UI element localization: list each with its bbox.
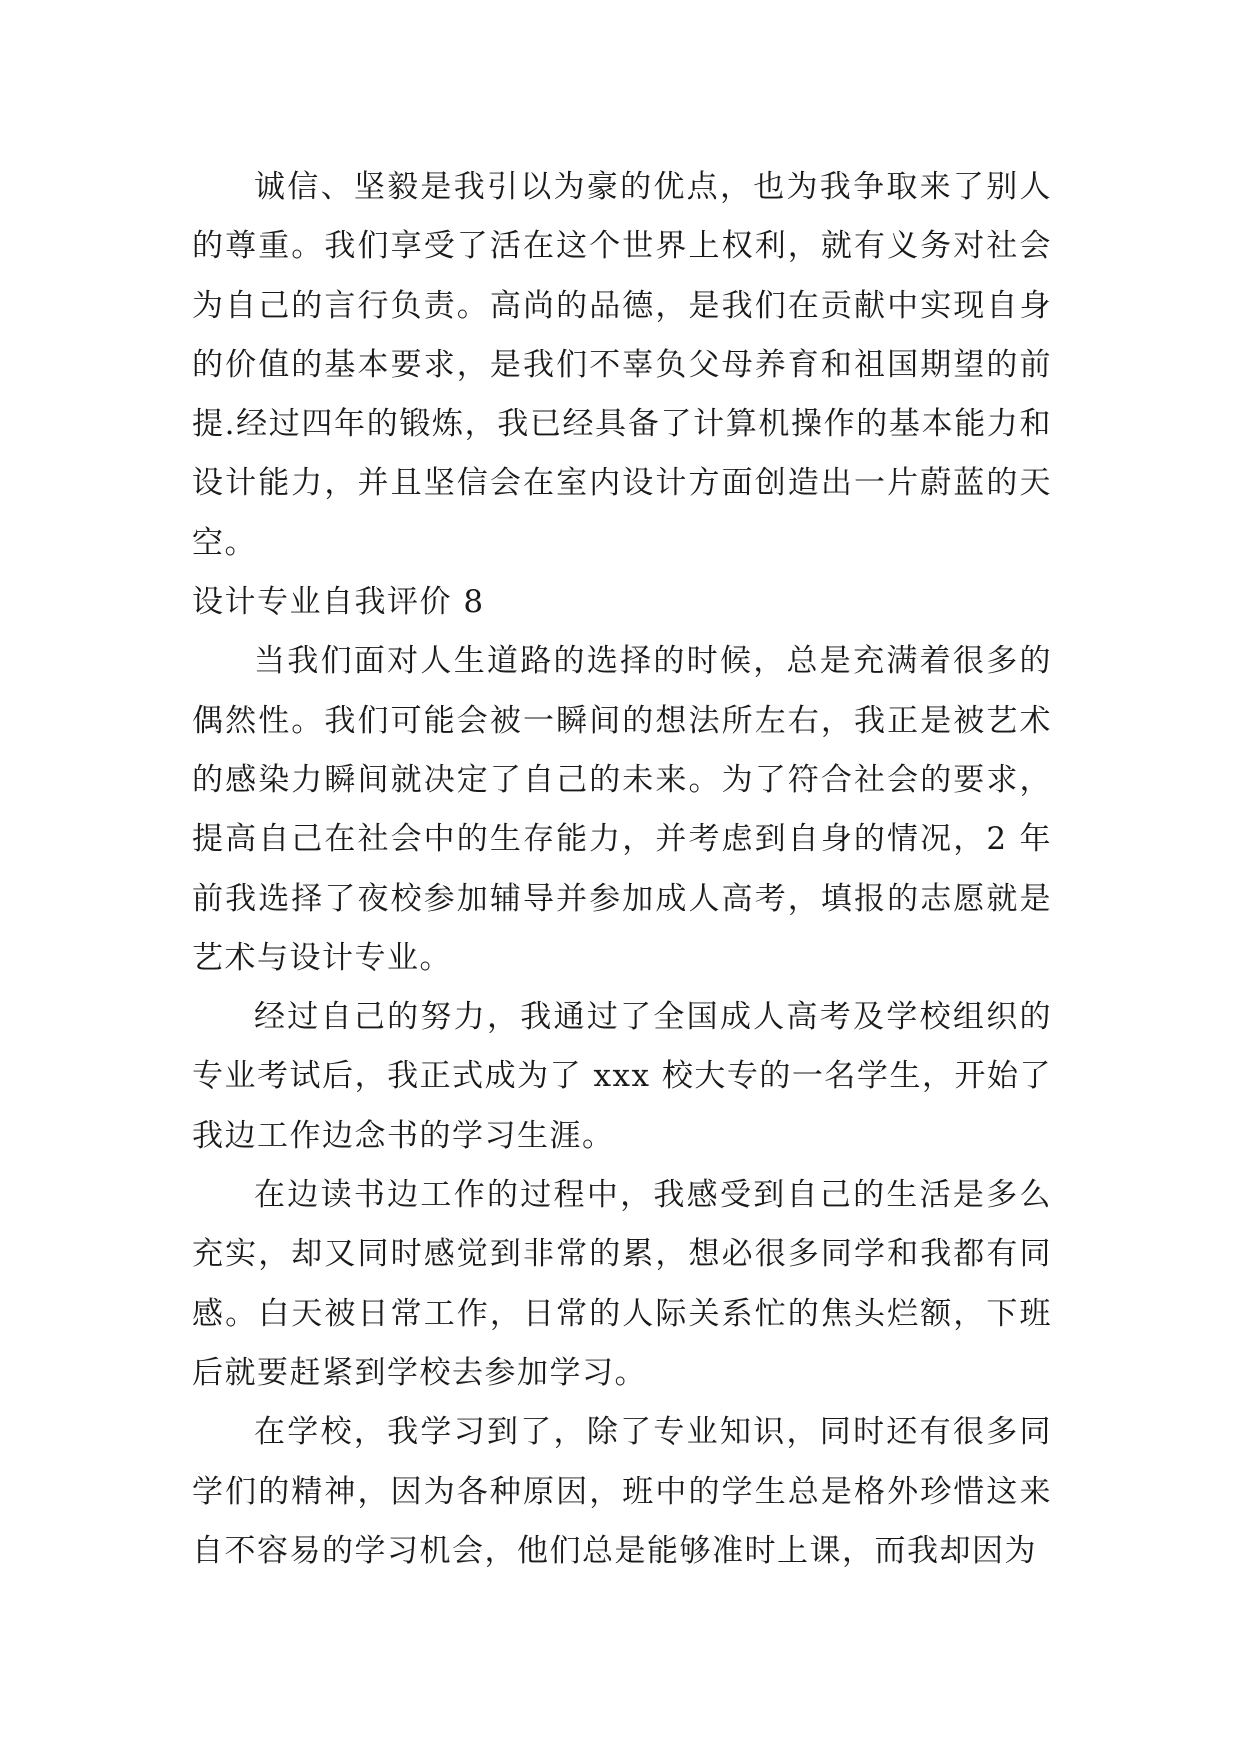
paragraph: 诚信、坚毅是我引以为豪的优点，也为我争取来了别人的尊重。我们享受了活在这个世界上权利，就有义务对社会为自己的言行负责。高尚的品德，是我们在贡献中实现自身的价值的基本要求，是我们不辜负父母养育和祖国期望的前提.经过四年的锻炼，我已经具备了计算机操作的基本能力和设计能力，并且坚信会在室内设计方面创造出一片蔚蓝的天空。: [192, 169, 1052, 561]
paragraph: 在学校，我学习到了，除了专业知识，同时还有很多同学们的精神，因为各种原因，班中的学生总是格外珍惜这来自不容易的学习机会，他们总是能够准时上课，而我却因为: [192, 1414, 1052, 1569]
section-title: 设计专业自我评价 8: [192, 584, 485, 621]
document-body: [192, 158, 1052, 1581]
paragraph: 当我们面对人生道路的选择的时候，总是充满着很多的偶然性。我们可能会被一瞬间的想法所左右，我正是被艺术的感染力瞬间就决定了自己的未来。为了符合社会的要求，提高自己在社会中的生存能力，并考虑到自身的情况，2 年前我选择了夜校参加辅导并参加成人高考，填报的志愿就是艺术与设计专业。: [192, 643, 1052, 976]
paragraph: 在边读书边工作的过程中，我感受到自己的生活是多么充实，却又同时感觉到非常的累，想必很多同学和我都有同感。白天被日常工作，日常的人际关系忙的焦头烂额，下班后就要赶紧到学校去参加学习。: [192, 1177, 1052, 1391]
paragraph: 经过自己的努力，我通过了全国成人高考及学校组织的专业考试后，我正式成为了 xxx 校大专的一名学生，开始了我边工作边念书的学习生涯。: [192, 999, 1052, 1154]
